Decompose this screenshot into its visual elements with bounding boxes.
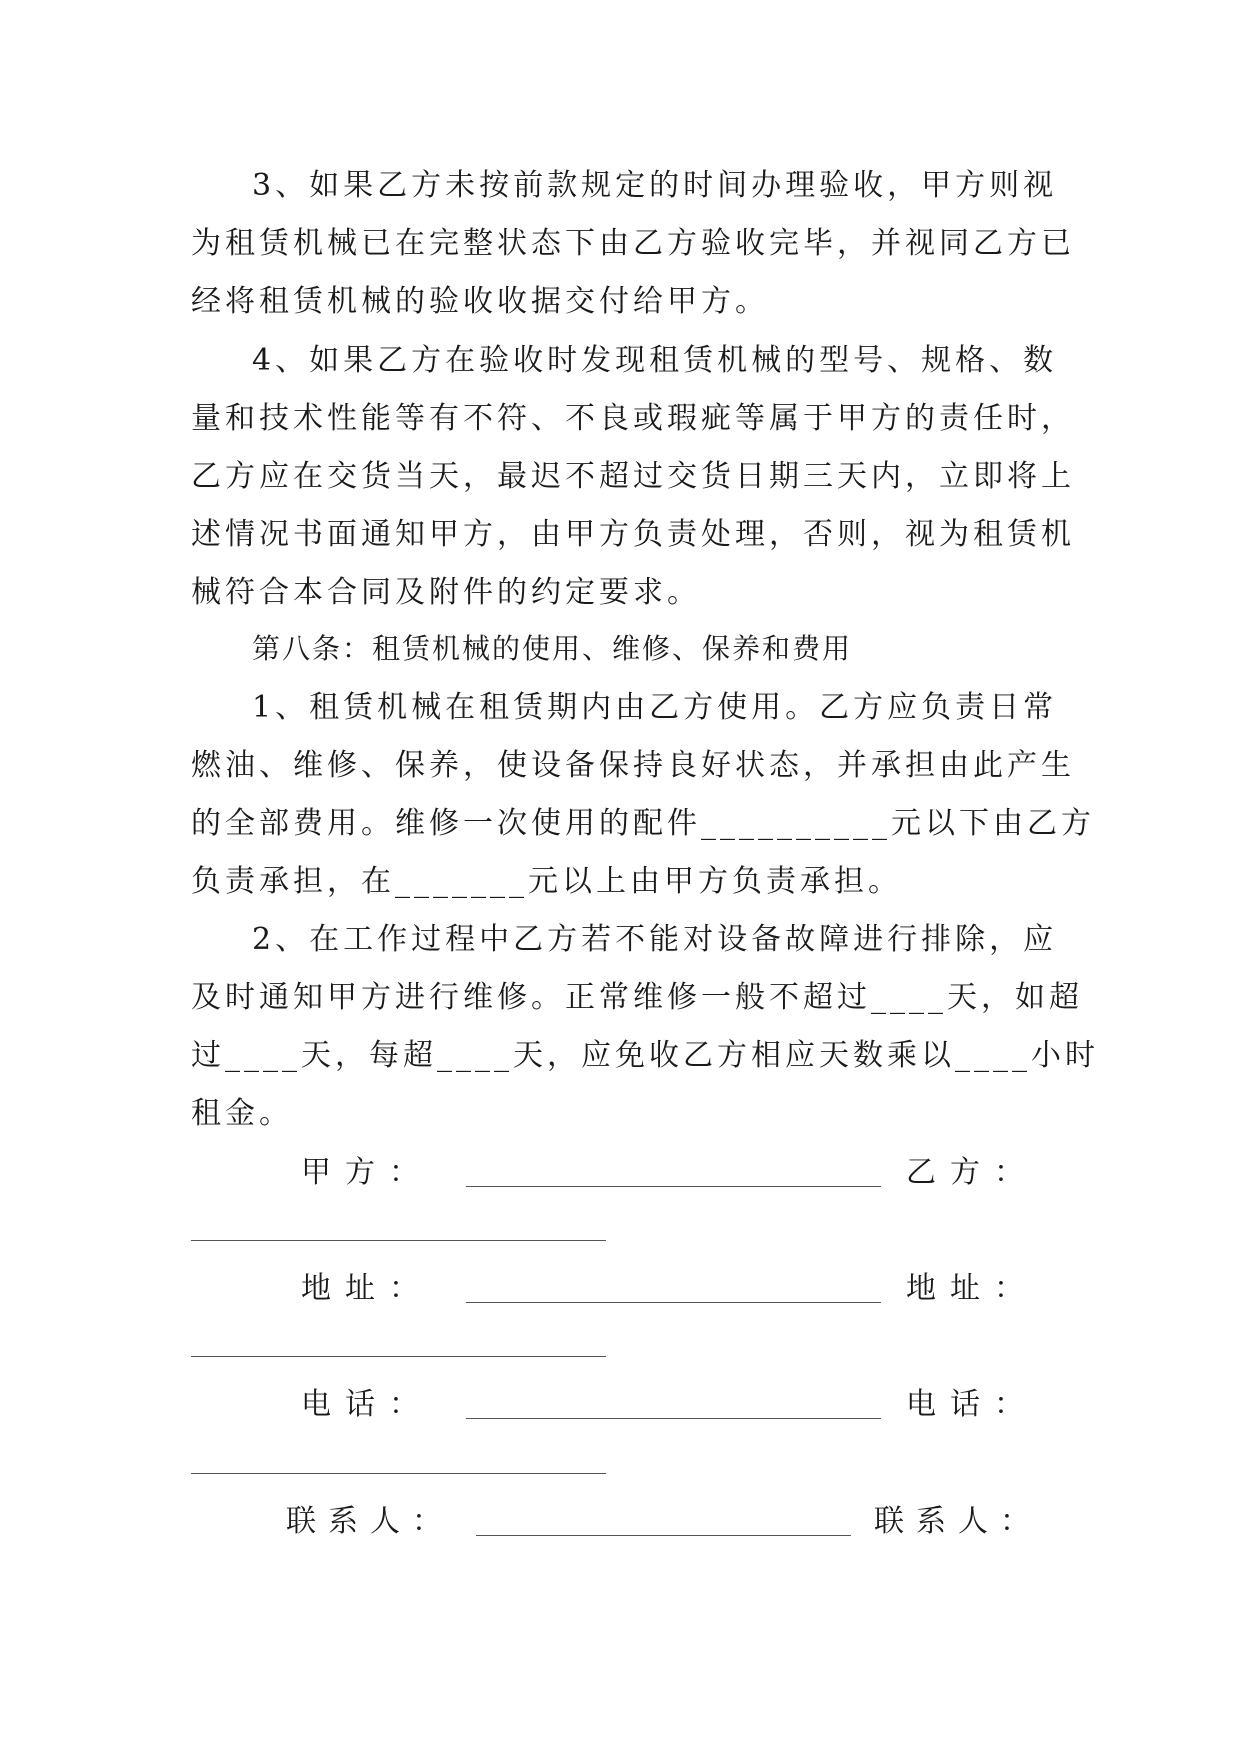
phone-b-label: 电话： xyxy=(906,1387,1038,1422)
party-b-label: 乙方： xyxy=(906,1155,1038,1190)
article-heading: 第八条：租赁机械的使用、维修、保养和费用 xyxy=(252,632,853,665)
text-line: 及时通知甲方进行维修。正常维修一般不超过____天，如超 xyxy=(191,980,1083,1015)
signature-row-contact xyxy=(191,1497,1051,1547)
phone-b-blank[interactable] xyxy=(191,1472,606,1474)
text-line: 2、在工作过程中乙方若不能对设备故障进行排除，应 xyxy=(252,922,1058,957)
contact-b-label: 联系人： xyxy=(874,1504,1042,1539)
phone-a-label: 电话： xyxy=(301,1387,433,1422)
address-b-blank[interactable] xyxy=(191,1355,606,1357)
address-a-label: 地址： xyxy=(301,1271,433,1306)
signature-row-address xyxy=(191,1264,1051,1314)
text-line: 过____天，每超____天，应免收乙方相应天数乘以____小时 xyxy=(191,1038,1099,1073)
text-line: 燃油、维修、保养，使设备保持良好状态，并承担由此产生 xyxy=(191,748,1075,783)
address-b-label: 地址： xyxy=(906,1271,1038,1306)
contact-a-blank[interactable] xyxy=(476,1501,851,1536)
signature-row-phone xyxy=(191,1380,1051,1430)
text-line: 械符合本合同及附件的约定要求。 xyxy=(191,575,701,610)
text-line: 1、租赁机械在租赁期内由乙方使用。乙方应负责日常 xyxy=(252,690,1058,725)
contact-a-label: 联系人： xyxy=(286,1504,454,1539)
text-line: 乙方应在交货当天，最迟不超过交货日期三天内，立即将上 xyxy=(191,459,1075,494)
party-b-blank[interactable] xyxy=(191,1239,606,1241)
party-a-blank[interactable] xyxy=(466,1152,881,1187)
address-a-blank[interactable] xyxy=(466,1268,881,1303)
text-line: 为租赁机械已在完整状态下由乙方验收完毕，并视同乙方已 xyxy=(191,226,1075,261)
party-a-label: 甲方： xyxy=(301,1155,433,1190)
text-line: 负责承担，在_______元以上由甲方负责承担。 xyxy=(191,864,902,899)
signature-row-party xyxy=(191,1148,1051,1198)
text-line: 量和技术性能等有不符、不良或瑕疵等属于甲方的责任时， xyxy=(191,401,1075,436)
text-line: 述情况书面通知甲方，由甲方负责处理，否则，视为租赁机 xyxy=(191,517,1075,552)
text-line: 4、如果乙方在验收时发现租赁机械的型号、规格、数 xyxy=(252,343,1058,378)
text-line: 3、如果乙方未按前款规定的时间办理验收，甲方则视 xyxy=(252,168,1058,203)
phone-a-blank[interactable] xyxy=(466,1384,881,1419)
text-line: 经将租赁机械的验收收据交付给甲方。 xyxy=(191,284,769,319)
text-line: 的全部费用。维修一次使用的配件__________元以下由乙方 xyxy=(191,806,1095,841)
text-line: 租金。 xyxy=(191,1096,293,1131)
